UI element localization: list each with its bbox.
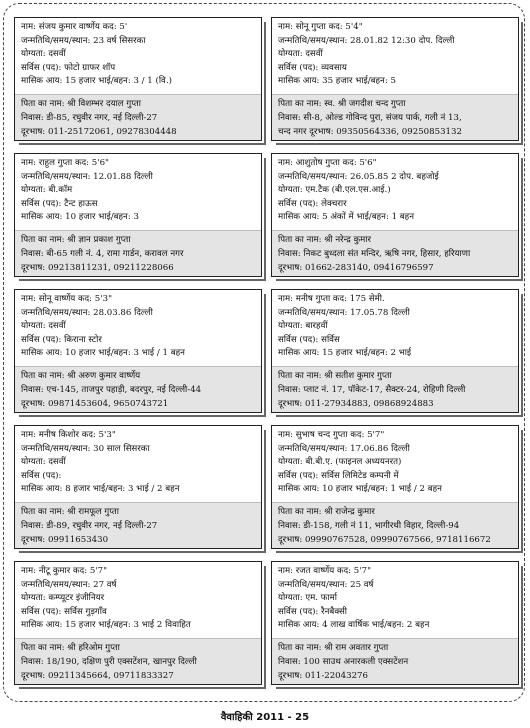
profile-details xyxy=(15,426,261,502)
service: सर्विस (पद): टैन्ट हाऊस xyxy=(21,198,98,209)
income-siblings: मासिक आय: 8 हजार भाई/बहन: 3 भाई / 2 बहन xyxy=(21,484,180,495)
income-siblings: मासिक आय: 10 हजार भाई/बहन: 3 xyxy=(21,212,139,223)
income-siblings: मासिक आय: 5 अंकों में भाई/बहन: 1 बहन xyxy=(278,212,415,223)
family-contact xyxy=(272,502,518,548)
phone: दूरभाष: 01662-283140, 09416796597 xyxy=(278,263,434,274)
service: सर्विस (पद): किराना स्टोर xyxy=(21,334,102,345)
father-name: पिता का नाम: स्व. श्री जगदीश चन्द गुप्ता xyxy=(278,99,406,109)
qualification: योग्यता: बारहवीं xyxy=(278,321,328,332)
address: निवास: 18/190, दक्षिण पुरी एक्सटेंशन, खानपुर दिल्ली xyxy=(21,657,197,668)
income-siblings: मासिक आय: 10 हजार भाई/बहन: 3 भाई / 1 बहन xyxy=(21,348,185,359)
name-height: नाम: मनीष किशोर कद: 5'3" xyxy=(21,430,116,440)
qualification: योग्यता: दसवीं xyxy=(278,49,323,60)
profile-grid xyxy=(14,17,517,685)
phone: चन्द नगर दूरभाष: 09350564336, 09250853132 xyxy=(278,127,462,138)
family-contact xyxy=(15,502,261,548)
qualification: योग्यता: बी.बी.ए. (फाइनल अध्ययनरत) xyxy=(278,457,402,468)
service: सर्विस (पद): फोटो ग्राफर शॉप xyxy=(21,62,116,73)
profile-details xyxy=(272,154,518,230)
profile-card xyxy=(14,289,262,413)
profile-details xyxy=(15,290,261,366)
father-name: पिता का नाम: श्री सतीश कुमार गुप्ता xyxy=(278,371,392,381)
address: निवास: प्लाट नं. 17, पॉकेट-17, सैक्टर-24, रोहिणी दिल्ली xyxy=(278,385,466,396)
name-height: नाम: मनीष गुप्ता कद: 175 सेमी. xyxy=(278,294,385,304)
name-height: नाम: संजय कुमार वार्ष्णेय कद: 5' xyxy=(21,22,128,32)
address: निवास: एच-145, ताजपुर पहाड़ी, बदरपुर, नई दिल्ली-44 xyxy=(21,385,202,396)
father-name: पिता का नाम: श्री हरिओम गुप्ता xyxy=(21,643,120,653)
family-contact xyxy=(272,94,518,140)
qualification: योग्यता: एम. फार्मा xyxy=(278,593,337,604)
father-name: पिता का नाम: श्री नरेन्द्र कुमार xyxy=(278,235,372,245)
service: सर्विस (पद): सर्विस xyxy=(278,334,340,345)
phone: दूरभाष: 09911653430 xyxy=(21,535,109,546)
father-name: पिता का नाम: श्री ज्ञान प्रकाश गुप्ता xyxy=(21,235,131,245)
service: सर्विस (पद): व्यवसाय xyxy=(278,62,347,73)
phone: दूरभाष: 011-25172061, 09278304448 xyxy=(21,127,177,138)
family-contact xyxy=(15,94,261,140)
qualification: योग्यता: दसवीं xyxy=(21,321,66,332)
service: सर्विस (पद): xyxy=(21,470,62,481)
birth-info: जन्मतिथि/समय/स्थान: 23 वर्ष सिसरका xyxy=(21,35,146,46)
birth-info: जन्मतिथि/समय/स्थान: 12.01.88 दिल्ली xyxy=(21,171,153,182)
address: निवास: डी-89, रघुवीर नगर, नई दिल्ली-27 xyxy=(21,521,158,532)
family-contact xyxy=(272,230,518,276)
phone: दूरभाष: 09871453604, 9650743721 xyxy=(21,399,169,410)
name-height: नाम: रजत वार्ष्णेय कद: 5'7" xyxy=(278,566,372,576)
family-contact xyxy=(272,366,518,412)
page-footer: वैवाहिकी 2011 - 25 xyxy=(220,712,310,723)
profile-details xyxy=(272,290,518,366)
service: सर्विस (पद): सर्विस गुड़गाँव xyxy=(21,606,107,617)
name-height: नाम: सोनू गुप्ता कद: 5'4" xyxy=(278,22,363,32)
profile-card xyxy=(14,17,262,141)
father-name: पिता का नाम: श्री अरुण कुमार वार्ष्णेय xyxy=(21,371,141,381)
address: निवास: डी-158, गली नं 11, भागीरथी विहार, दिल्ली-94 xyxy=(278,521,460,532)
profile-details xyxy=(272,562,518,638)
profile-card xyxy=(271,425,519,549)
birth-info: जन्मतिथि/समय/स्थान: 17.05.78 दिल्ली xyxy=(278,307,410,318)
birth-info: जन्मतिथि/समय/स्थान: 26.05.85 2 दोप. बहजोई xyxy=(278,171,439,182)
address: निवास: सी-8, ओल्ड गोविन्द पुरा, संजय पार्क, गली नं 13, xyxy=(278,113,462,124)
income-siblings: मासिक आय: 15 हजार भाई/बहन: 2 भाई xyxy=(278,348,412,359)
address: निवास: डी-85, रघुवीर नगर, नई दिल्ली-27 xyxy=(21,113,158,124)
birth-info: जन्मतिथि/समय/स्थान: 30 साल सिसरका xyxy=(21,443,150,454)
profile-details xyxy=(272,426,518,502)
qualification: योग्यता: एम.टैक (बी.एल.एस.आई.) xyxy=(278,185,391,196)
income-siblings: मासिक आय: 10 हजार भाई/बहन: 1 भाई / 2 बहन xyxy=(278,484,442,495)
phone: दूरभाष: 09213811231, 09211228066 xyxy=(21,263,174,274)
phone: दूरभाष: 09990767528, 09990767566, 9718116672 xyxy=(278,535,491,546)
income-siblings: मासिक आय: 4 लाख वार्षिक भाई/बहन: 2 बहन xyxy=(278,620,430,631)
income-siblings: मासिक आय: 15 हजार भाई/बहन: 3 भाई 2 विवाहित xyxy=(21,620,191,631)
income-siblings: मासिक आय: 35 हजार भाई/बहन: 5 xyxy=(278,76,396,87)
profile-card xyxy=(271,561,519,685)
name-height: नाम: राहुल गुप्ता कद: 5'6" xyxy=(21,158,110,168)
address: निवास: निकट बुध्दला संत मन्दिर, ऋषि नगर, हिसार, हरियाणा xyxy=(278,249,471,260)
qualification: योग्यता: बी.कॉम xyxy=(21,185,73,196)
family-contact xyxy=(272,638,518,684)
birth-info: जन्मतिथि/समय/स्थान: 28.03.86 दिल्ली xyxy=(21,307,153,318)
family-contact xyxy=(15,638,261,684)
profile-card xyxy=(14,425,262,549)
service: सर्विस (पद): रैनबैक्सी xyxy=(278,606,347,617)
profile-card xyxy=(271,17,519,141)
profile-card xyxy=(14,153,262,277)
profile-card xyxy=(271,153,519,277)
profile-details xyxy=(15,18,261,94)
family-contact xyxy=(15,230,261,276)
name-height: नाम: सुभाष चन्द गुप्ता कद: 5'7" xyxy=(278,430,385,440)
birth-info: जन्मतिथि/समय/स्थान: 25 वर्ष xyxy=(278,579,374,590)
birth-info: जन्मतिथि/समय/स्थान: 28.01.82 12:30 दोप. दिल्ली xyxy=(278,35,455,46)
service: सर्विस (पद): लेक्चरार xyxy=(278,198,347,209)
father-name: पिता का नाम: श्री राम अवतार गुप्ता xyxy=(278,643,389,653)
profile-details xyxy=(15,562,261,638)
qualification: योग्यता: दसवीं xyxy=(21,457,66,468)
qualification: योग्यता: कम्प्यूटर इंजीनियर xyxy=(21,593,105,604)
address: निवास: 100 साउथ अनारकली एक्सटेंशन xyxy=(278,657,409,668)
service: सर्विस (पद): सर्विस लिमिटेड कम्पनी में xyxy=(278,470,399,481)
name-height: नाम: नीटू कुमार कद: 5'7" xyxy=(21,566,108,576)
father-name: पिता का नाम: श्री रामफूल गुप्ता xyxy=(21,507,119,517)
father-name: पिता का नाम: श्री विशम्भर दयाल गुप्ता xyxy=(21,99,141,109)
birth-info: जन्मतिथि/समय/स्थान: 17.06.86 दिल्ली xyxy=(278,443,410,454)
name-height: नाम: आशुतोष गुप्ता कद: 5'6" xyxy=(278,158,377,168)
profile-card xyxy=(14,561,262,685)
profile-details xyxy=(272,18,518,94)
qualification: योग्यता: दसवीं xyxy=(21,49,66,60)
phone: दूरभाष: 011-27934883, 09868924883 xyxy=(278,399,434,410)
phone: दूरभाष: 011-22043276 xyxy=(278,671,368,682)
birth-info: जन्मतिथि/समय/स्थान: 27 वर्ष xyxy=(21,579,117,590)
profile-card xyxy=(271,289,519,413)
address: निवास: बी-65 गली नं. 4, रामा गार्डन, करावल नगर xyxy=(21,249,184,260)
family-contact xyxy=(15,366,261,412)
income-siblings: मासिक आय: 15 हजार भाई/बहन: 3 / 1 (वि.) xyxy=(21,76,172,87)
name-height: नाम: सोनू वार्ष्णेय कद: 5'3" xyxy=(21,294,113,304)
father-name: पिता का नाम: श्री राजेन्द्र कुमार xyxy=(278,507,375,517)
phone: दूरभाष: 09211345664, 09711833327 xyxy=(21,671,174,682)
profile-details xyxy=(15,154,261,230)
